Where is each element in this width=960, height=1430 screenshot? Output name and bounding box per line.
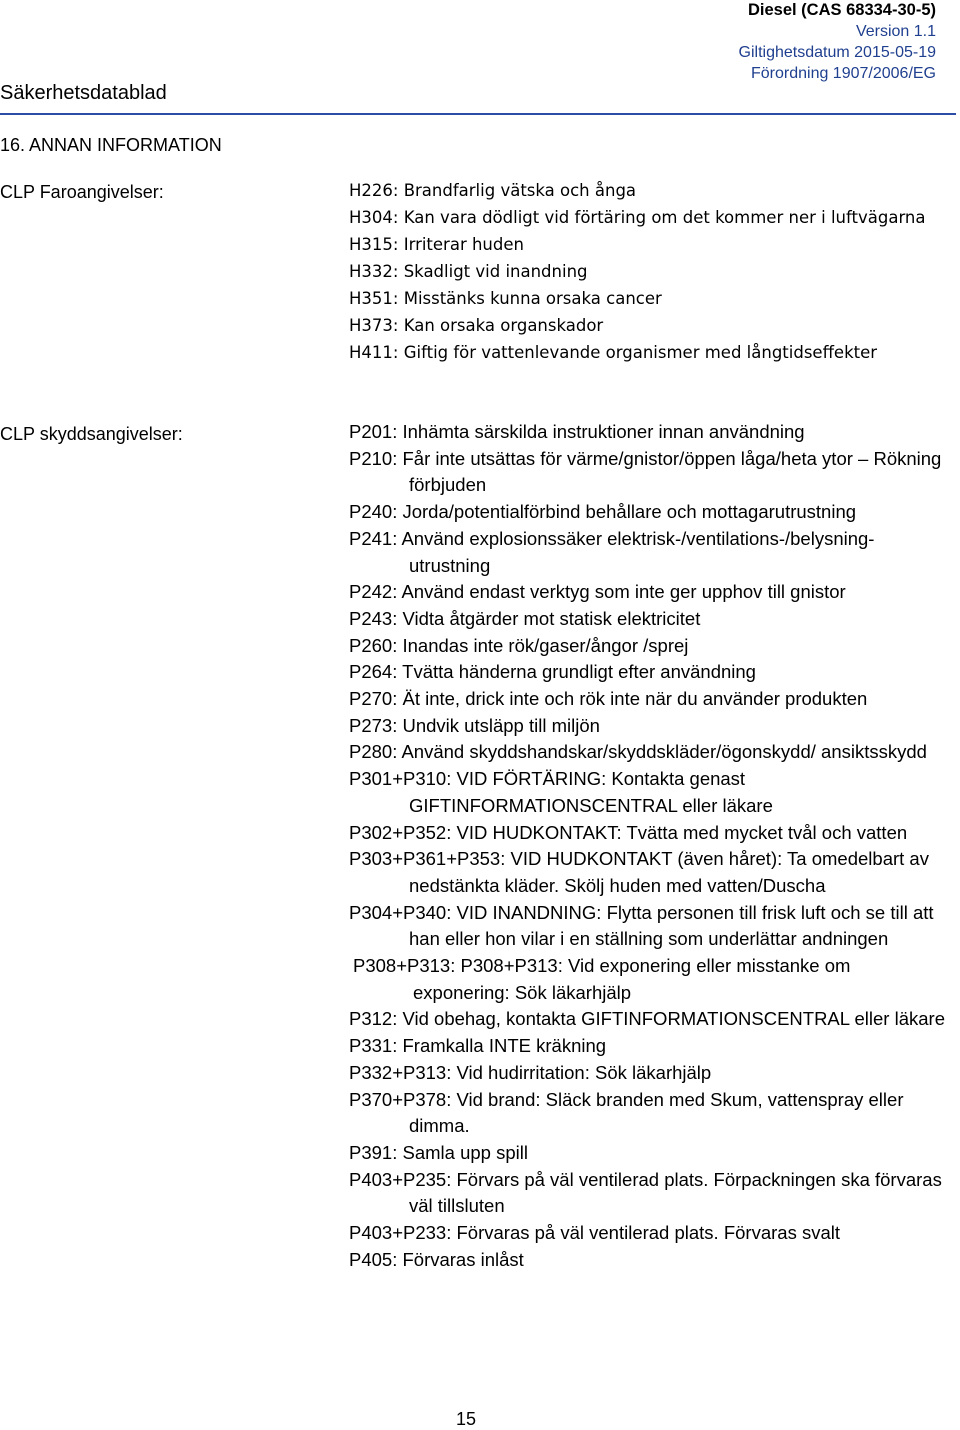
- precautionary-statements-label: CLP skyddsangivelser:: [0, 424, 183, 444]
- hazard-statement: H332: Skadligt vid inandning: [349, 262, 588, 281]
- document-header-meta: [739, 0, 936, 84]
- hazard-statement: H373: Kan orsaka organskador: [349, 316, 604, 335]
- precautionary-statement: P331: Framkalla INTE kräkning: [349, 1035, 607, 1057]
- precautionary-statement: P308+P313: P308+P313: Vid exponering eller misstanke om exponering: Sök läkarhjälp: [353, 955, 851, 1003]
- regulation-label: Förordning 1907/2006/EG: [750, 65, 936, 82]
- validity-date: Giltighetsdatum 2015-05-19: [738, 44, 936, 61]
- precautionary-statement: P304+P340: VID INANDNING: Flytta personen till frisk luft och se till att han eller hon vilar i en ställning som underlättar andningen: [349, 901, 934, 950]
- precautionary-statement: P280: Använd skyddshandskar/skyddskläder/ögonskydd/ ansiktsskydd: [349, 741, 927, 763]
- version-label: Version 1.1: [855, 23, 936, 40]
- precautionary-statement: P260: Inandas inte rök/gaser/ångor /sprej: [349, 634, 689, 656]
- hazard-statements-list: [349, 177, 939, 366]
- hazard-statements-label: CLP Faroangivelser:: [0, 182, 164, 202]
- hazard-statement: H315: Irriterar huden: [349, 235, 524, 254]
- section-title: 16. ANNAN INFORMATION: [0, 135, 222, 155]
- precautionary-statement: P201: Inhämta särskilda instruktioner innan användning: [349, 421, 805, 442]
- precautionary-statement: P403+P235: Förvars på väl ventilerad plats. Förpackningen ska förvaras väl tillsluten: [349, 1168, 942, 1217]
- precautionary-statement: P303+P361+P353: VID HUDKONTAKT (även håret): Ta omedelbart av nedstänkta kläder. Skölj huden med vatten/Duscha: [349, 848, 929, 896]
- hazard-statement: H304: Kan vara dödligt vid förtäring om det kommer ner i luftvägarna: [349, 208, 926, 227]
- precautionary-statement: P405: Förvaras inlåst: [349, 1248, 524, 1270]
- precautionary-statement: P210: Får inte utsättas för värme/gnistor/öppen låga/heta ytor – Rökning förbjuden: [349, 447, 942, 496]
- precautionary-statement: P302+P352: VID HUDKONTAKT: Tvätta med mycket tvål och vatten: [349, 821, 908, 843]
- hazard-statement: H411: Giftig för vattenlevande organismer med långtidseffekter: [349, 343, 878, 362]
- hazard-statement: H226: Brandfarlig vätska och ånga: [349, 181, 637, 200]
- hazard-statement: H351: Misstänks kunna orsaka cancer: [349, 289, 662, 308]
- header-divider: [0, 113, 956, 115]
- precautionary-statement: P243: Vidta åtgärder mot statisk elektricitet: [349, 607, 701, 629]
- precautionary-statement: P332+P313: Vid hudirritation: Sök läkarhjälp: [349, 1061, 712, 1083]
- precautionary-statement: P240: Jorda/potentialförbind behållare och mottagarutrustning: [349, 501, 857, 523]
- precautionary-statement: P301+P310: VID FÖRTÄRING: Kontakta genast GIFTINFORMATIONSCENTRAL eller läkare: [349, 768, 773, 816]
- page-number: 15: [456, 1409, 477, 1429]
- precautionary-statement: P270: Ät inte, drick inte och rök inte när du använder produkten: [349, 688, 868, 710]
- precautionary-statement: P273: Undvik utsläpp till miljön: [349, 714, 600, 736]
- precautionary-statement: P403+P233: Förvaras på väl ventilerad plats. Förvaras svalt: [349, 1222, 841, 1244]
- precautionary-statement: P242: Använd endast verktyg som inte ger upphov till gnistor: [349, 581, 846, 603]
- product-name: Diesel (CAS 68334-30-5): [747, 1, 936, 19]
- precautionary-statement: P370+P378: Vid brand: Släck branden med Skum, vattenspray eller dimma.: [349, 1088, 904, 1137]
- precautionary-statement: P241: Använd explosionssäker elektrisk-/ventilations-/belysning-utrustning: [349, 527, 875, 576]
- document-type-title: Säkerhetsdatablad: [0, 82, 167, 104]
- precautionary-statement: P264: Tvätta händerna grundligt efter användning: [349, 661, 756, 683]
- precautionary-statement: P312: Vid obehag, kontakta GIFTINFORMATIONSCENTRAL eller läkare: [349, 1008, 945, 1030]
- precautionary-statement: P391: Samla upp spill: [349, 1141, 528, 1163]
- precautionary-statements-list: [349, 419, 945, 1274]
